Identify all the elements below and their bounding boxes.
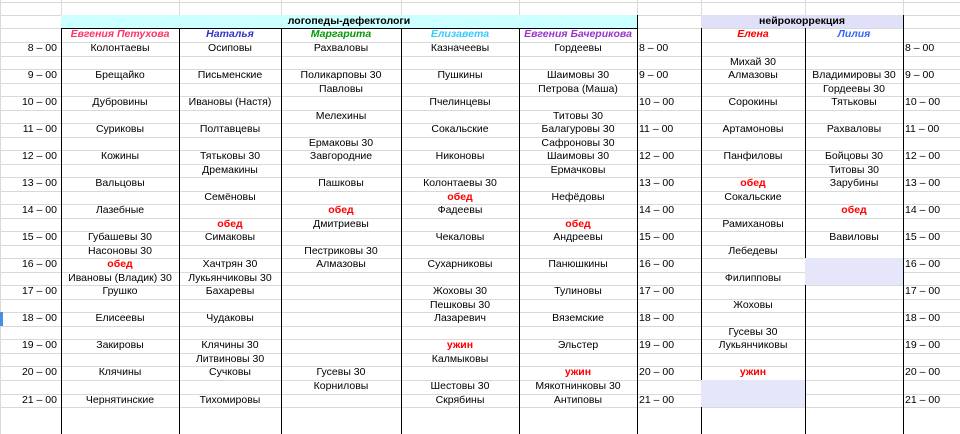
time-cell[interactable]: 12 – 00	[21, 150, 57, 163]
client-cell[interactable]: Дремакины	[202, 163, 258, 176]
break-cell[interactable]: обед	[740, 177, 766, 190]
client-cell[interactable]: Сухарниковы	[427, 258, 493, 271]
client-cell[interactable]: Гордеевы	[554, 42, 602, 54]
client-cell[interactable]: Насоновы 30	[88, 244, 152, 257]
blank-cell-fill	[805, 258, 903, 272]
client-cell[interactable]: Клячины 30	[201, 339, 259, 352]
client-cell[interactable]: Полтавцевы	[199, 123, 261, 136]
time-cell[interactable]: 12 – 00	[905, 150, 941, 163]
specialist-name-natalia[interactable]: Наталья	[206, 28, 254, 40]
client-cell[interactable]: Нефёдовы	[551, 190, 605, 203]
client-cell[interactable]: Филипповы	[724, 271, 782, 284]
break-cell[interactable]: обед	[565, 217, 591, 230]
client-cell[interactable]: Владимировы 30	[812, 69, 896, 82]
client-cell[interactable]: Вяземские	[552, 312, 604, 325]
client-cell[interactable]: Грушко	[102, 285, 138, 298]
break-cell[interactable]: обед	[107, 258, 133, 271]
client-cell[interactable]: Бойцовы 30	[824, 150, 884, 163]
client-cell[interactable]: Чудаковы	[206, 312, 254, 325]
time-cell[interactable]: 16 – 00	[21, 258, 57, 271]
client-cell[interactable]: Шестовы 30	[430, 380, 490, 392]
client-cell[interactable]: Гордеевы 30	[823, 82, 885, 95]
time-cell[interactable]: 21 – 00	[21, 393, 57, 406]
client-cell[interactable]: Поликарповы 30	[300, 69, 382, 82]
break-cell[interactable]: ужин	[739, 366, 767, 379]
client-cell[interactable]: Антиповы	[553, 393, 603, 406]
client-cell[interactable]: Сокальские	[724, 190, 782, 203]
client-cell[interactable]: Елисеевы	[95, 312, 145, 325]
time-cell[interactable]: 15 – 00	[21, 231, 57, 244]
client-cell[interactable]: Лукьянчиковы	[718, 339, 788, 352]
blank-cell-fill	[805, 272, 903, 286]
blank-cell-fill	[701, 394, 805, 408]
client-cell[interactable]: Ивановы (Владик) 30	[68, 271, 172, 284]
client-cell[interactable]: Тихомировы	[199, 393, 261, 406]
client-cell[interactable]: Чернятинские	[85, 393, 155, 406]
break-cell[interactable]: обед	[328, 204, 354, 217]
specialist-name-margarita[interactable]: Маргарита	[310, 28, 372, 40]
client-cell[interactable]: Завгородние	[309, 150, 373, 163]
client-cell[interactable]: Казначеевы	[430, 42, 490, 54]
client-cell[interactable]: Балагуровы 30	[541, 123, 615, 136]
client-cell[interactable]: Суриковы	[95, 123, 145, 136]
client-cell[interactable]: Скрябины	[435, 393, 485, 406]
time-cell[interactable]: 9 – 00	[639, 69, 669, 82]
client-cell[interactable]: Михай 30	[729, 55, 777, 68]
client-cell[interactable]: Пушкины	[437, 69, 483, 82]
client-cell[interactable]: Алмазовы	[728, 69, 778, 82]
client-cell[interactable]: Шаимовы 30	[546, 150, 610, 163]
gridline-h	[0, 137, 960, 138]
time-cell[interactable]: 11 – 00	[905, 123, 940, 136]
time-cell[interactable]: 17 – 00	[905, 285, 941, 298]
client-cell[interactable]: Андреевы	[553, 231, 603, 244]
client-cell[interactable]: Жоховы	[733, 298, 773, 311]
client-cell[interactable]: Титовы 30	[828, 163, 880, 176]
client-cell[interactable]: Гусевы 30	[728, 325, 778, 338]
specialist-name-elena[interactable]: Елена	[737, 28, 769, 40]
time-cell[interactable]: 15 – 00	[639, 231, 675, 244]
client-cell[interactable]: Лебедевы	[728, 244, 778, 257]
client-cell[interactable]: Рахваловы	[826, 123, 882, 136]
time-cell[interactable]: 13 – 00	[639, 177, 675, 190]
client-cell[interactable]: Дмитриевы	[313, 217, 369, 230]
client-cell[interactable]: Сокальские	[431, 123, 489, 136]
client-cell[interactable]: Тятьковы 30	[199, 150, 261, 163]
blank-cell-fill	[701, 380, 805, 394]
client-cell[interactable]: Осиповы	[208, 42, 252, 54]
group-header-neurocorrection[interactable]: нейрокоррекция	[759, 15, 845, 27]
client-cell[interactable]: Дубровины	[92, 96, 148, 109]
gridline-h	[0, 2, 960, 3]
time-cell[interactable]: 19 – 00	[639, 339, 675, 352]
client-cell[interactable]: Пестриковы 30	[304, 244, 378, 257]
client-cell[interactable]: Колонтаевы 30	[423, 177, 497, 190]
client-cell[interactable]: Фадеевы	[437, 204, 483, 217]
client-cell[interactable]: Панюшкины	[548, 258, 608, 271]
time-cell[interactable]: 20 – 00	[905, 366, 941, 379]
client-cell[interactable]: Сорокины	[728, 96, 778, 109]
specialist-name-bacherikova[interactable]: Евгения Бачерикова	[524, 28, 632, 40]
time-cell[interactable]: 21 – 00	[905, 393, 941, 406]
client-cell[interactable]: Сафроновы 30	[541, 136, 615, 149]
client-cell[interactable]: Калмыковы	[431, 352, 489, 365]
client-cell[interactable]: Бахаревы	[205, 285, 255, 298]
client-cell[interactable]: Корниловы	[313, 380, 369, 392]
client-cell[interactable]: Шаимовы 30	[546, 69, 610, 82]
gridline-h	[0, 56, 960, 57]
time-cell[interactable]: 14 – 00	[905, 204, 941, 217]
client-cell[interactable]: Титовы 30	[552, 109, 604, 122]
client-cell[interactable]: Лазебные	[95, 204, 145, 217]
time-cell[interactable]: 14 – 00	[21, 204, 57, 217]
time-cell[interactable]: 13 – 00	[905, 177, 941, 190]
time-cell[interactable]: 18 – 00	[21, 312, 57, 325]
time-cell[interactable]: 21 – 00	[639, 393, 675, 406]
client-cell[interactable]: Ивановы (Настя)	[188, 96, 272, 109]
time-cell[interactable]: 17 – 00	[639, 285, 675, 298]
client-cell[interactable]: Жоховы 30	[433, 285, 487, 298]
time-cell[interactable]: 9 – 00	[27, 69, 57, 82]
client-cell[interactable]: Закировы	[96, 339, 144, 352]
time-cell[interactable]: 8 – 00	[639, 42, 669, 54]
specialist-name-elizaveta[interactable]: Елизавета	[430, 28, 490, 40]
time-cell[interactable]: 17 – 00	[21, 285, 57, 298]
client-cell[interactable]: Петрова (Маша)	[538, 82, 618, 95]
client-cell[interactable]: Пешковы 30	[429, 298, 491, 311]
gridline-h	[0, 218, 960, 219]
client-cell[interactable]: Павловы	[319, 82, 363, 95]
time-cell[interactable]: 18 – 00	[639, 312, 675, 325]
gridline-h	[0, 407, 960, 408]
client-cell[interactable]: Алмазовы	[316, 258, 366, 271]
client-cell[interactable]: Хачтрян 30	[202, 258, 258, 271]
group-header-logopedy[interactable]: логопеды-дефектологи	[287, 15, 411, 27]
time-cell[interactable]: 12 – 00	[639, 150, 675, 163]
client-cell[interactable]: Колонтаевы	[90, 42, 150, 54]
client-cell[interactable]: Кожины	[100, 150, 140, 163]
client-cell[interactable]: Лазаревич	[434, 312, 486, 325]
time-cell[interactable]: 8 – 00	[905, 42, 935, 54]
client-cell[interactable]: Никоновы	[435, 150, 485, 163]
client-cell[interactable]: Сучковы	[209, 366, 251, 379]
client-cell[interactable]: Ермаковы 30	[308, 136, 374, 149]
time-cell[interactable]: 11 – 00	[639, 123, 674, 136]
client-cell[interactable]: Чекаловы	[435, 231, 485, 244]
time-cell[interactable]: 16 – 00	[639, 258, 675, 271]
time-cell[interactable]: 18 – 00	[905, 312, 941, 325]
break-cell[interactable]: обед	[217, 217, 243, 230]
client-cell[interactable]: Панфиловы	[723, 150, 783, 163]
specialist-name-petukhova[interactable]: Евгения Петухова	[70, 28, 170, 40]
gridline-h	[0, 110, 960, 111]
client-cell[interactable]: Брещайко	[95, 69, 145, 82]
time-cell[interactable]: 19 – 00	[905, 339, 941, 352]
break-cell[interactable]: ужин	[446, 339, 474, 352]
client-cell[interactable]: Мелехины	[315, 109, 367, 122]
time-cell[interactable]: 13 – 00	[21, 177, 57, 190]
client-cell[interactable]: Семёновы	[204, 190, 256, 203]
specialist-name-lilia[interactable]: Лилия	[837, 28, 871, 40]
time-cell[interactable]: 16 – 00	[905, 258, 941, 271]
client-cell[interactable]: Лукьянчиковы 30	[188, 271, 272, 284]
client-cell[interactable]: Рамихановы	[722, 217, 784, 230]
time-cell[interactable]: 20 – 00	[639, 366, 675, 379]
client-cell[interactable]: Письменские	[197, 69, 263, 82]
row-selection-marker	[0, 312, 3, 326]
client-cell[interactable]: Мякотнинковы 30	[535, 380, 621, 392]
time-cell[interactable]: 20 – 00	[21, 366, 57, 379]
break-cell[interactable]: ужин	[564, 366, 592, 379]
client-cell[interactable]: Симаковы	[204, 231, 256, 244]
time-cell[interactable]: 10 – 00	[21, 96, 57, 109]
client-cell[interactable]: Пашковы	[318, 177, 364, 190]
time-cell[interactable]: 9 – 00	[905, 69, 935, 82]
client-cell[interactable]: Зарубины	[829, 177, 879, 190]
client-cell[interactable]: Губашевы 30	[88, 231, 152, 244]
client-cell[interactable]: Вальцовы	[95, 177, 145, 190]
time-cell[interactable]: 11 – 00	[22, 123, 57, 136]
break-cell[interactable]: обед	[841, 204, 867, 217]
break-cell[interactable]: обед	[447, 190, 473, 203]
client-cell[interactable]: Эльстер	[557, 339, 599, 352]
gridline-h	[0, 326, 960, 327]
client-cell[interactable]: Тятьковы	[831, 96, 877, 109]
time-cell[interactable]: 14 – 00	[639, 204, 675, 217]
client-cell[interactable]: Артамоновы	[722, 123, 784, 136]
time-cell[interactable]: 15 – 00	[905, 231, 941, 244]
client-cell[interactable]: Тулиновы	[554, 285, 602, 298]
client-cell[interactable]: Рахваловы	[313, 42, 369, 54]
client-cell[interactable]: Пчелинцевы	[429, 96, 491, 109]
time-cell[interactable]: 8 – 00	[27, 42, 57, 54]
client-cell[interactable]: Клячины	[98, 366, 142, 379]
time-cell[interactable]: 10 – 00	[905, 96, 941, 109]
client-cell[interactable]: Вавиловы	[829, 231, 879, 244]
client-cell[interactable]: Гусевы 30	[316, 366, 366, 379]
time-cell[interactable]: 19 – 00	[21, 339, 57, 352]
client-cell[interactable]: Ермачковы	[550, 163, 606, 176]
client-cell[interactable]: Литвиновы 30	[195, 352, 265, 365]
time-cell[interactable]: 10 – 00	[639, 96, 675, 109]
